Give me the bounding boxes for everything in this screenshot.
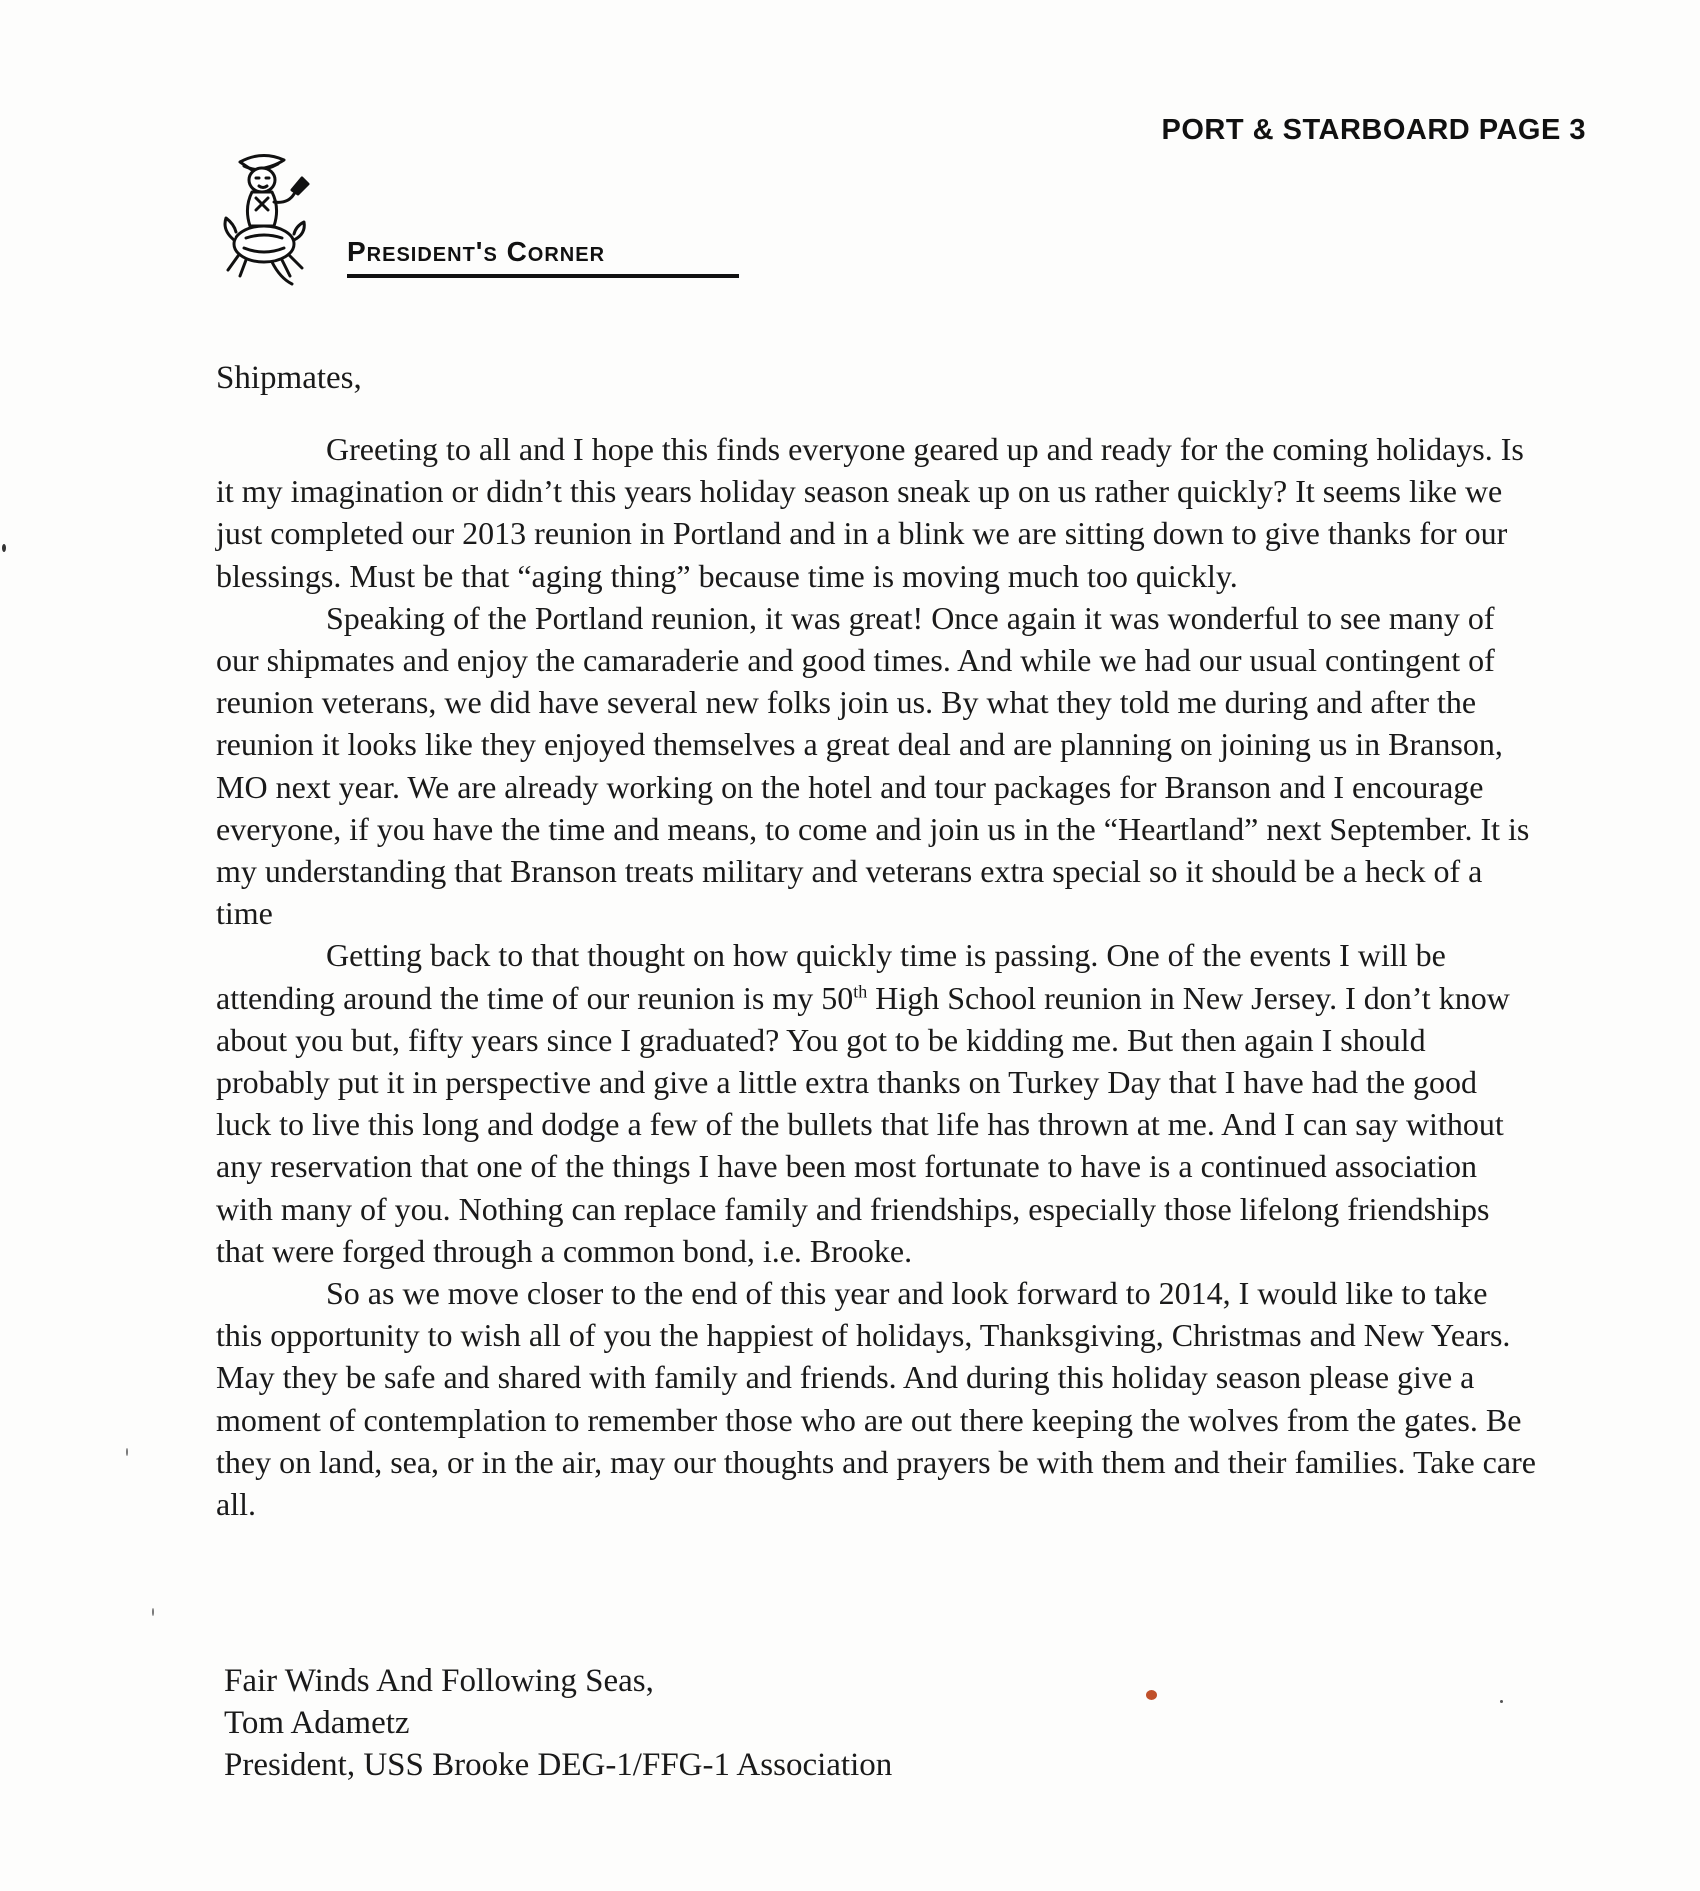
- letter-closing: [224, 1660, 892, 1786]
- sailor-crab-icon: [222, 148, 332, 288]
- letter-paragraph: [216, 934, 1536, 1272]
- scan-speck: [1500, 1700, 1503, 1703]
- letter-paragraph: Greeting to all and I hope this finds everyone geared up and ready for the coming holidays. Is it my imagination or didn’t this years holiday season sneak up on us rather quickly? It seems like we just completed our 2013 reunion in Portland and in a blink we are sitting down to give thanks for our blessings. Must be that “aging thing” because time is moving much too quickly.: [216, 431, 1524, 594]
- ordinal-suffix: th: [853, 980, 868, 1001]
- letter-paragraph: So as we move closer to the end of this year and look forward to 2014, I would like to take this opportunity to wish all of you the happiest of holidays, Thanksgiving, Christmas and New Years. May they be safe and shared with family and friends. And during this holiday season please give a moment of contemplation to remember those who are out there keeping the wolves from the gates. Be they on land, sea, or in the air, may our thoughts and prayers be with them and their families. Take care all.: [216, 1275, 1536, 1523]
- section-title: President's Corner: [347, 236, 606, 267]
- paragraph-text: Getting back to that thought on how quickly time is passing. One of the events I will be attending around the time of our reunion is my 50: [216, 937, 1446, 1016]
- scan-speck: [152, 1608, 154, 1616]
- paragraph-text: Speaking of the Portland reunion, it was great! Once again it was wonderful to see many of our shipmates and enjoy the camaraderie and good times. And while we had our usual contingent of reunion veterans, we did have several new folks join us. By what they told me during and after the reunion it looks like they enjoyed themselves a great deal and are planning on joining us in Branson, MO next year. We are already working on the hotel and tour packages for Branson and I encourage everyone, if you have the time and means, to come and join us in the “Heartland” next September. It is my understanding that Branson treats military and veterans extra special so it should be a heck of a time: [216, 599, 1530, 932]
- scan-speck: [2, 544, 6, 552]
- scan-speck: [126, 1448, 128, 1456]
- letter-paragraph: [216, 597, 1536, 935]
- letter-salutation: Shipmates,: [216, 360, 362, 396]
- letter-body: [216, 428, 1536, 1525]
- presidents-corner-masthead: [222, 148, 742, 288]
- title-underline: [347, 274, 739, 278]
- paragraph-text: High School reunion in New Jersey. I don’t know about you but, fifty years since I graduated? You got to be kidding me. But then again I should probably put it in perspective and give a little extra thanks on Turkey Day that I have had the good luck to live this long and dodge a few of the bullets that life has thrown at me. And I can say without any reservation that one of the things I have been most fortunate to have is a continued association with many of you. Nothing can replace family and friendships, especially those lifelong friendships that were forged through a common bond, i.e. Brooke.: [216, 979, 1510, 1269]
- scan-speck: [1146, 1690, 1157, 1700]
- signer-title: President, USS Brooke DEG-1/FFG-1 Association: [224, 1747, 893, 1783]
- valediction: Fair Winds And Following Seas,: [224, 1663, 654, 1699]
- page-header-label: PORT & STARBOARD PAGE 3: [1161, 114, 1586, 146]
- signer-name: Tom Adametz: [224, 1705, 410, 1741]
